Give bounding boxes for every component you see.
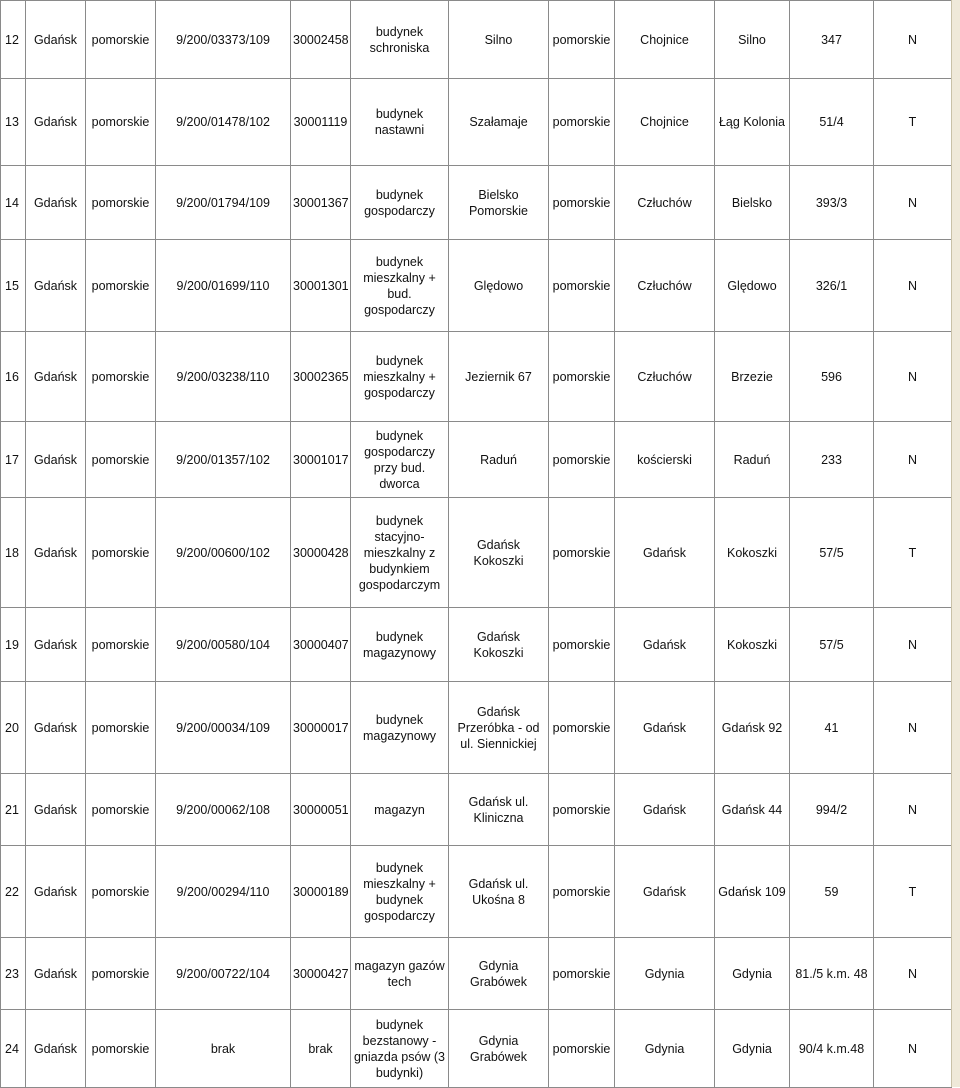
- location-cell: Gdańsk Kokoszki: [449, 608, 549, 682]
- precinct-cell: Silno: [715, 1, 790, 79]
- inventory-number-cell: 9/200/00062/108: [156, 774, 291, 846]
- voivodeship-cell: pomorskie: [549, 682, 615, 774]
- flag-cell: N: [874, 240, 952, 332]
- flag-cell: T: [874, 79, 952, 166]
- table-row: [1, 422, 952, 498]
- code-cell: 30000017: [291, 682, 351, 774]
- plot-cell: 59: [790, 846, 874, 938]
- table-row: [1, 498, 952, 608]
- inventory-number-cell: 9/200/01699/110: [156, 240, 291, 332]
- precinct-cell: Gdańsk 44: [715, 774, 790, 846]
- voivodeship-cell: pomorskie: [549, 332, 615, 422]
- building-name-cell: budynek gospodarczy przy bud. dworca: [351, 422, 449, 498]
- precinct-cell: Gdynia: [715, 1010, 790, 1088]
- plot-cell: 57/5: [790, 498, 874, 608]
- inventory-number-cell: 9/200/00294/110: [156, 846, 291, 938]
- district-cell: Gdynia: [615, 1010, 715, 1088]
- code-cell: 30000051: [291, 774, 351, 846]
- precinct-cell: Kokoszki: [715, 498, 790, 608]
- voivodeship-cell: pomorskie: [549, 79, 615, 166]
- plot-cell: 90/4 k.m.48: [790, 1010, 874, 1088]
- table-row: [1, 79, 952, 166]
- voivodeship-cell: pomorskie: [549, 846, 615, 938]
- row-number: 24: [1, 1010, 26, 1088]
- voivodeship-cell: pomorskie: [549, 608, 615, 682]
- inventory-number-cell: brak: [156, 1010, 291, 1088]
- district-cell: Gdańsk: [615, 498, 715, 608]
- region-cell: pomorskie: [86, 240, 156, 332]
- building-name-cell: magazyn gazów tech: [351, 938, 449, 1010]
- code-cell: 30001017: [291, 422, 351, 498]
- row-number: 14: [1, 166, 26, 240]
- table-row: [1, 1010, 952, 1088]
- inventory-number-cell: 9/200/03373/109: [156, 1, 291, 79]
- table-row: [1, 608, 952, 682]
- inventory-number-cell: 9/200/00600/102: [156, 498, 291, 608]
- table-row: [1, 1, 952, 79]
- plot-cell: 347: [790, 1, 874, 79]
- building-name-cell: budynek stacyjno-mieszkalny z budynkiem gospodarczym: [351, 498, 449, 608]
- plot-cell: 393/3: [790, 166, 874, 240]
- district-cell: Gdańsk: [615, 846, 715, 938]
- district-cell: kościerski: [615, 422, 715, 498]
- row-number: 13: [1, 79, 26, 166]
- building-name-cell: magazyn: [351, 774, 449, 846]
- city-cell: Gdańsk: [26, 1010, 86, 1088]
- precinct-cell: Brzezie: [715, 332, 790, 422]
- location-cell: Gdańsk Przeróbka - od ul. Siennickiej: [449, 682, 549, 774]
- plot-cell: 326/1: [790, 240, 874, 332]
- flag-cell: N: [874, 1010, 952, 1088]
- location-cell: Gdańsk Kokoszki: [449, 498, 549, 608]
- voivodeship-cell: pomorskie: [549, 938, 615, 1010]
- location-cell: Szałamaje: [449, 79, 549, 166]
- building-name-cell: budynek schroniska: [351, 1, 449, 79]
- city-cell: Gdańsk: [26, 332, 86, 422]
- code-cell: 30000428: [291, 498, 351, 608]
- code-cell: 30000189: [291, 846, 351, 938]
- precinct-cell: Ględowo: [715, 240, 790, 332]
- city-cell: Gdańsk: [26, 240, 86, 332]
- city-cell: Gdańsk: [26, 79, 86, 166]
- building-name-cell: budynek mieszkalny + gospodarczy: [351, 332, 449, 422]
- location-cell: Gdynia Grabówek: [449, 938, 549, 1010]
- voivodeship-cell: pomorskie: [549, 498, 615, 608]
- table-row: [1, 682, 952, 774]
- flag-cell: N: [874, 422, 952, 498]
- city-cell: Gdańsk: [26, 422, 86, 498]
- code-cell: 30000427: [291, 938, 351, 1010]
- plot-cell: 233: [790, 422, 874, 498]
- code-cell: 30002458: [291, 1, 351, 79]
- building-name-cell: budynek nastawni: [351, 79, 449, 166]
- district-cell: Człuchów: [615, 166, 715, 240]
- region-cell: pomorskie: [86, 1010, 156, 1088]
- row-number: 16: [1, 332, 26, 422]
- inventory-number-cell: 9/200/00722/104: [156, 938, 291, 1010]
- code-cell: 30000407: [291, 608, 351, 682]
- city-cell: Gdańsk: [26, 846, 86, 938]
- region-cell: pomorskie: [86, 332, 156, 422]
- building-name-cell: budynek magazynowy: [351, 608, 449, 682]
- row-number: 22: [1, 846, 26, 938]
- voivodeship-cell: pomorskie: [549, 1010, 615, 1088]
- building-name-cell: budynek magazynowy: [351, 682, 449, 774]
- district-cell: Człuchów: [615, 240, 715, 332]
- page-edge-strip: [951, 0, 960, 1087]
- row-number: 12: [1, 1, 26, 79]
- row-number: 15: [1, 240, 26, 332]
- location-cell: Silno: [449, 1, 549, 79]
- location-cell: Ględowo: [449, 240, 549, 332]
- flag-cell: N: [874, 332, 952, 422]
- inventory-number-cell: 9/200/01478/102: [156, 79, 291, 166]
- plot-cell: 994/2: [790, 774, 874, 846]
- city-cell: Gdańsk: [26, 498, 86, 608]
- district-cell: Gdańsk: [615, 774, 715, 846]
- code-cell: 30001301: [291, 240, 351, 332]
- precinct-cell: Gdańsk 92: [715, 682, 790, 774]
- location-cell: Gdynia Grabówek: [449, 1010, 549, 1088]
- district-cell: Chojnice: [615, 1, 715, 79]
- region-cell: pomorskie: [86, 422, 156, 498]
- code-cell: 30001119: [291, 79, 351, 166]
- location-cell: Raduń: [449, 422, 549, 498]
- city-cell: Gdańsk: [26, 608, 86, 682]
- inventory-number-cell: 9/200/03238/110: [156, 332, 291, 422]
- location-cell: Jeziernik 67: [449, 332, 549, 422]
- flag-cell: T: [874, 846, 952, 938]
- city-cell: Gdańsk: [26, 938, 86, 1010]
- region-cell: pomorskie: [86, 166, 156, 240]
- row-number: 23: [1, 938, 26, 1010]
- region-cell: pomorskie: [86, 774, 156, 846]
- voivodeship-cell: pomorskie: [549, 240, 615, 332]
- flag-cell: N: [874, 774, 952, 846]
- region-cell: pomorskie: [86, 1, 156, 79]
- code-cell: 30001367: [291, 166, 351, 240]
- city-cell: Gdańsk: [26, 166, 86, 240]
- row-number: 18: [1, 498, 26, 608]
- table-row: [1, 938, 952, 1010]
- building-name-cell: budynek gospodarczy: [351, 166, 449, 240]
- voivodeship-cell: pomorskie: [549, 774, 615, 846]
- table-row: [1, 332, 952, 422]
- voivodeship-cell: pomorskie: [549, 166, 615, 240]
- city-cell: Gdańsk: [26, 774, 86, 846]
- location-cell: Gdańsk ul. Kliniczna: [449, 774, 549, 846]
- voivodeship-cell: pomorskie: [549, 422, 615, 498]
- inventory-number-cell: 9/200/01794/109: [156, 166, 291, 240]
- flag-cell: N: [874, 1, 952, 79]
- location-cell: Bielsko Pomorskie: [449, 166, 549, 240]
- city-cell: Gdańsk: [26, 1, 86, 79]
- flag-cell: N: [874, 938, 952, 1010]
- building-name-cell: budynek bezstanowy - gniazda psów (3 budynki): [351, 1010, 449, 1088]
- region-cell: pomorskie: [86, 608, 156, 682]
- city-cell: Gdańsk: [26, 682, 86, 774]
- region-cell: pomorskie: [86, 682, 156, 774]
- flag-cell: N: [874, 682, 952, 774]
- plot-cell: 41: [790, 682, 874, 774]
- plot-cell: 57/5: [790, 608, 874, 682]
- inventory-number-cell: 9/200/00034/109: [156, 682, 291, 774]
- region-cell: pomorskie: [86, 938, 156, 1010]
- plot-cell: 596: [790, 332, 874, 422]
- code-cell: 30002365: [291, 332, 351, 422]
- district-cell: Chojnice: [615, 79, 715, 166]
- precinct-cell: Bielsko: [715, 166, 790, 240]
- voivodeship-cell: pomorskie: [549, 1, 615, 79]
- row-number: 21: [1, 774, 26, 846]
- table-row: [1, 240, 952, 332]
- row-number: 17: [1, 422, 26, 498]
- code-cell: brak: [291, 1010, 351, 1088]
- table-row: [1, 774, 952, 846]
- table-row: [1, 846, 952, 938]
- region-cell: pomorskie: [86, 498, 156, 608]
- plot-cell: 81./5 k.m. 48: [790, 938, 874, 1010]
- precinct-cell: Gdynia: [715, 938, 790, 1010]
- precinct-cell: Kokoszki: [715, 608, 790, 682]
- plot-cell: 51/4: [790, 79, 874, 166]
- precinct-cell: Raduń: [715, 422, 790, 498]
- district-cell: Gdańsk: [615, 682, 715, 774]
- row-number: 19: [1, 608, 26, 682]
- region-cell: pomorskie: [86, 846, 156, 938]
- row-number: 20: [1, 682, 26, 774]
- region-cell: pomorskie: [86, 79, 156, 166]
- district-cell: Człuchów: [615, 332, 715, 422]
- district-cell: Gdynia: [615, 938, 715, 1010]
- flag-cell: N: [874, 608, 952, 682]
- district-cell: Gdańsk: [615, 608, 715, 682]
- building-name-cell: budynek mieszkalny + budynek gospodarczy: [351, 846, 449, 938]
- inventory-number-cell: 9/200/01357/102: [156, 422, 291, 498]
- location-cell: Gdańsk ul. Ukośna 8: [449, 846, 549, 938]
- precinct-cell: Gdańsk 109: [715, 846, 790, 938]
- flag-cell: T: [874, 498, 952, 608]
- flag-cell: N: [874, 166, 952, 240]
- building-name-cell: budynek mieszkalny + bud. gospodarczy: [351, 240, 449, 332]
- table-row: [1, 166, 952, 240]
- precinct-cell: Łąg Kolonia: [715, 79, 790, 166]
- inventory-number-cell: 9/200/00580/104: [156, 608, 291, 682]
